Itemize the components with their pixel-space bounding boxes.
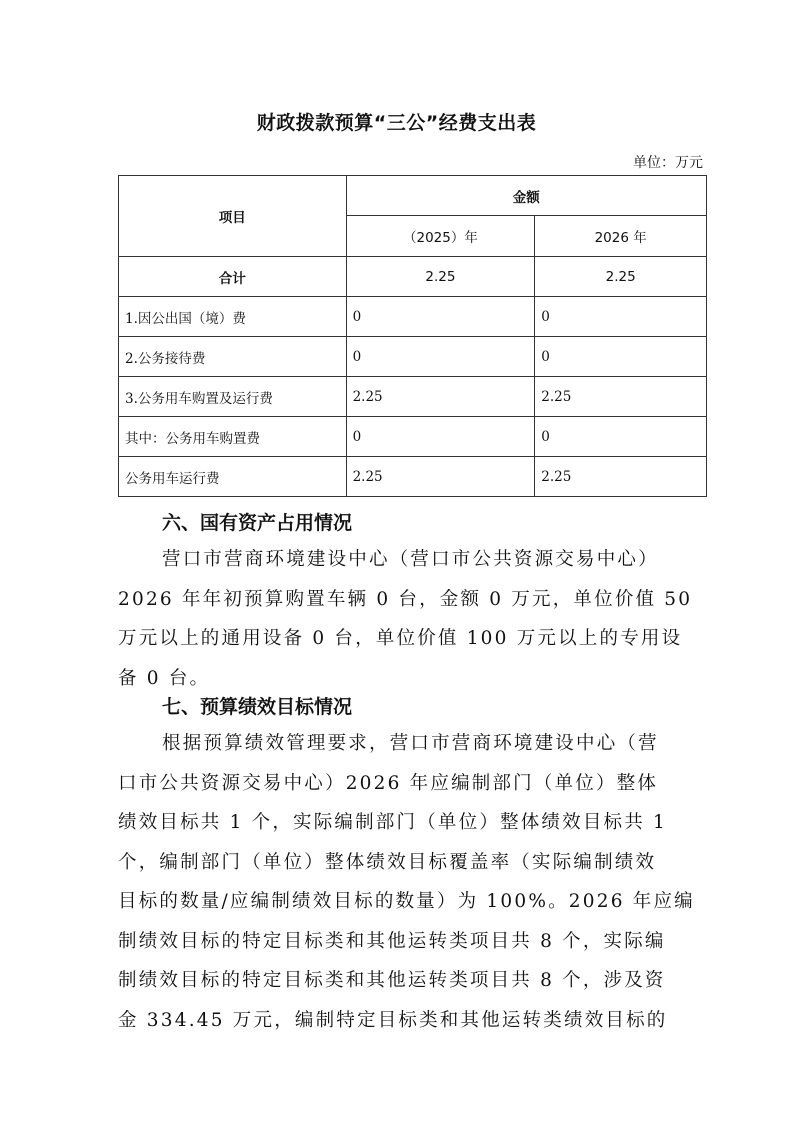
header-year-2026: 2026 年 <box>535 216 707 257</box>
table-row <box>119 417 707 457</box>
row-2025: 0 <box>346 417 535 457</box>
table-row <box>119 457 707 497</box>
section-6-heading: 六、国有资产占用情况 <box>162 512 353 534</box>
header-year-2025: （2025）年 <box>346 216 535 257</box>
row-2026: 0 <box>535 337 707 377</box>
row-label: 其中：公务用车购置费 <box>119 417 347 457</box>
header-amount: 金额 <box>346 176 706 216</box>
row-2026: 2.25 <box>535 457 707 497</box>
paragraph-line: 2026 年年初预算购置车辆 0 台，金额 0 万元，单位价值 50 <box>118 588 693 610</box>
table-row <box>119 337 707 377</box>
three-public-expenses-table <box>118 175 707 497</box>
unit-label: 单位：万元 <box>633 155 703 171</box>
row-2026: 2.25 <box>535 377 707 417</box>
section-6-paragraph <box>118 540 693 698</box>
table-row <box>119 377 707 417</box>
paragraph-line: 金 334.45 万元，编制特定目标类和其他运转类绩效目标的 <box>118 1009 668 1031</box>
total-label: 合计 <box>119 257 347 297</box>
section-7-paragraph <box>118 724 695 1040</box>
table-row-total <box>119 257 707 297</box>
header-item: 项目 <box>119 176 347 257</box>
table-title: 财政拨款预算“三公”经费支出表 <box>256 112 537 134</box>
row-2025: 2.25 <box>346 377 535 417</box>
row-2025: 0 <box>346 337 535 377</box>
row-2026: 0 <box>535 297 707 337</box>
row-label: 公务用车运行费 <box>119 457 347 497</box>
total-2026: 2.25 <box>535 257 707 297</box>
section-7-heading: 七、预算绩效目标情况 <box>162 696 353 718</box>
row-2025: 0 <box>346 297 535 337</box>
table-row <box>119 297 707 337</box>
table-header-row <box>119 176 707 216</box>
row-2026: 0 <box>535 417 707 457</box>
paragraph-line: 制绩效目标的特定目标类和其他运转类项目共 8 个，实际编 <box>118 930 666 952</box>
paragraph-line: 制绩效目标的特定目标类和其他运转类项目共 8 个，涉及资 <box>118 970 666 991</box>
paragraph-line: 目标的数量/应编制绩效目标的数量）为 100%。2026 年应编 <box>118 891 695 912</box>
paragraph-line: 根据预算绩效管理要求，营口市营商环境建设中心（营 <box>162 733 659 754</box>
paragraph-line: 备 0 台。 <box>118 667 211 689</box>
row-label: 1.因公出国（境）费 <box>119 297 347 337</box>
row-2025: 2.25 <box>346 457 535 497</box>
total-2025: 2.25 <box>346 257 535 297</box>
paragraph-line: 营口市营商环境建设中心（营口市公共资源交易中心） <box>162 549 659 570</box>
paragraph-line: 口市公共资源交易中心）2026 年应编制部门（单位）整体 <box>118 772 659 794</box>
paragraph-line: 绩效目标共 1 个，实际编制部门（单位）整体绩效目标共 1 <box>118 812 667 833</box>
paragraph-line: 万元以上的通用设备 0 台，单位价值 100 万元以上的专用设 <box>118 628 683 649</box>
row-label: 3.公务用车购置及运行费 <box>119 377 347 417</box>
row-label: 2.公务接待费 <box>119 337 347 377</box>
paragraph-line: 个，编制部门（单位）整体绩效目标覆盖率（实际编制绩效 <box>118 851 657 873</box>
